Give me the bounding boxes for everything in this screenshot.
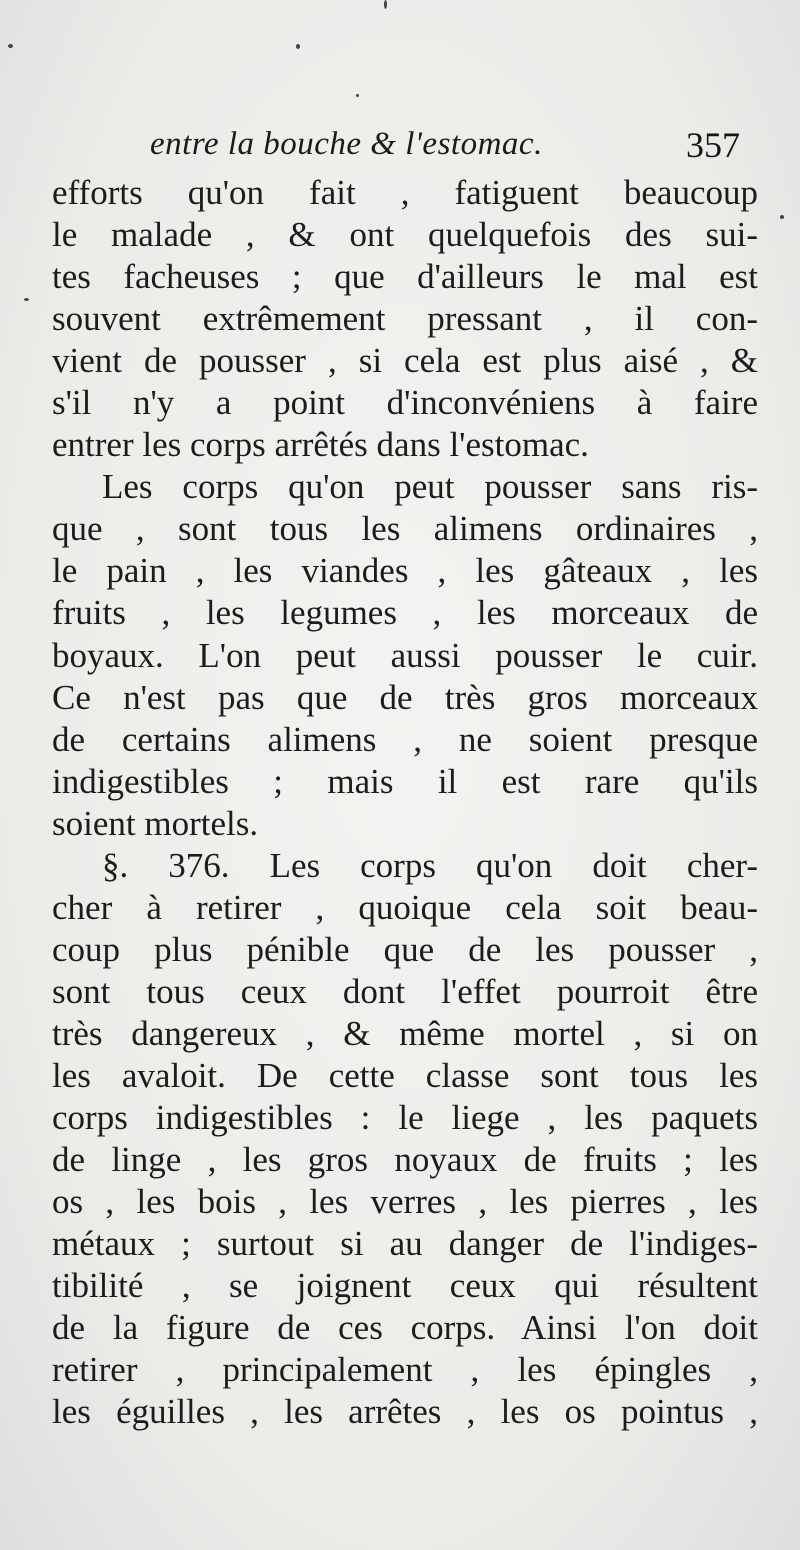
text-line: cher à retirer , quoique cela soit beau- bbox=[52, 887, 758, 927]
text-line: tibilité , se joignent ceux qui résultent bbox=[52, 1266, 758, 1306]
text-line: souvent extrêmement pressant , il con- bbox=[52, 299, 758, 339]
running-title: entre la bouche & l'estomac. bbox=[150, 126, 543, 162]
ink-speck bbox=[8, 44, 13, 48]
text-line: très dangereux , & même mortel , si on bbox=[52, 1013, 758, 1053]
text-line: Ce n'est pas que de très gros morceaux bbox=[52, 677, 758, 717]
text-line: boyaux. L'on peut aussi pousser le cuir. bbox=[52, 635, 758, 675]
text-line: efforts qu'on fait , fatiguent beaucoup bbox=[52, 173, 758, 212]
page-header bbox=[150, 126, 750, 174]
ink-speck bbox=[356, 94, 359, 97]
text-line: le malade , & ont quelquefois des sui- bbox=[52, 215, 758, 255]
text-line: soient mortels. bbox=[52, 803, 259, 843]
section-first-line: §. 376. Les corps qu'on doit cher- bbox=[102, 845, 758, 885]
page-number: 357 bbox=[686, 125, 740, 165]
text-line: les avaloit. De cette classe sont tous les bbox=[52, 1055, 758, 1095]
text-line: le pain , les viandes , les gâteaux , les bbox=[52, 551, 758, 591]
text-line: vient de pousser , si cela est plus aisé , & bbox=[52, 341, 758, 381]
text-line: métaux ; surtout si au danger de l'indiges- bbox=[52, 1224, 758, 1264]
ink-speck bbox=[780, 215, 784, 219]
text-line: os , les bois , les verres , les pierres , les bbox=[52, 1182, 758, 1222]
ink-speck bbox=[24, 298, 29, 301]
text-line: de linge , les gros noyaux de fruits ; les bbox=[52, 1140, 758, 1180]
text-line: de certains alimens , ne soient presque bbox=[52, 719, 758, 759]
text-line: retirer , principalement , les épingles , bbox=[52, 1350, 758, 1390]
text-line: tes facheuses ; que d'ailleurs le mal est bbox=[52, 257, 758, 297]
body-text bbox=[52, 172, 758, 1433]
text-line: coup plus pénible que de les pousser , bbox=[52, 929, 758, 969]
paragraph-first-line: Les corps qu'on peut pousser sans ris- bbox=[102, 467, 758, 507]
text-line: corps indigestibles : le liege , les paquets bbox=[52, 1098, 758, 1138]
ink-speck bbox=[296, 44, 300, 49]
text-line: de la figure de ces corps. Ainsi l'on doit bbox=[52, 1308, 758, 1348]
text-line: s'il n'y a point d'inconvéniens à faire bbox=[52, 383, 758, 423]
text-line: indigestibles ; mais il est rare qu'ils bbox=[52, 761, 758, 801]
ink-speck bbox=[384, 0, 387, 9]
text-line: sont tous ceux dont l'effet pourroit être bbox=[52, 971, 758, 1011]
text-line: que , sont tous les alimens ordinaires , bbox=[52, 509, 758, 549]
text-line: entrer les corps arrêtés dans l'estomac. bbox=[52, 425, 589, 465]
text-line: les éguilles , les arrêtes , les os pointus , bbox=[52, 1392, 758, 1432]
text-line: fruits , les legumes , les morceaux de bbox=[52, 593, 758, 633]
